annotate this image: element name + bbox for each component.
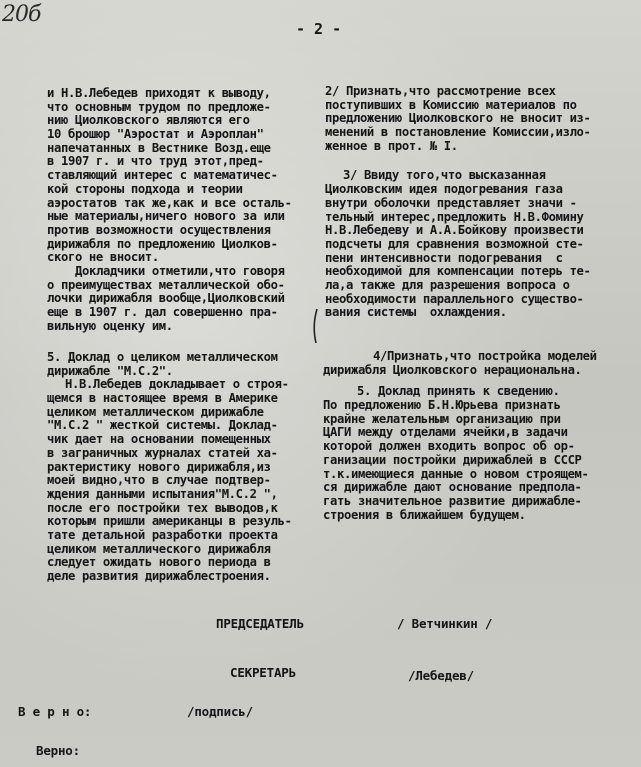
text-line: 4/Признать,что постройка моделей: [373, 349, 597, 363]
handwritten-page-number: 20б: [2, 2, 41, 27]
text-line: 5. Доклад о целиком металлическом: [47, 350, 278, 364]
right-column-resolutions: [325, 85, 625, 320]
text-line: целиком металлического дирижабля: [47, 541, 271, 556]
text-line: менений в постановление Комиссии,изло-: [325, 125, 591, 140]
secretary-name: /Лебедев/: [408, 668, 474, 683]
text-line: следует ожидать нового периода в: [47, 555, 271, 570]
paragraph: [325, 85, 625, 153]
text-line: строения в ближайшем будущем.: [323, 507, 526, 522]
text-line: 3/ Ввиду того,что высказанная: [343, 168, 546, 183]
text-line: По предложению Б.Н.Юрьева признать: [323, 398, 561, 413]
text-line: после его постройки тех выводов,к: [47, 500, 278, 515]
text-line: о преимуществах металлической обо-: [47, 277, 285, 292]
paragraph: [47, 378, 327, 583]
paragraph: [47, 87, 317, 265]
verno-label: В е р н о:: [18, 704, 92, 719]
text-line: дирижабля по предложению Циолков-: [47, 236, 278, 251]
paragraph: [325, 169, 625, 320]
paragraph: [47, 351, 327, 378]
text-line: вильную оценку им.: [47, 318, 173, 333]
text-line: ЦАГИ между отделами ячейки,в задачи: [323, 425, 568, 440]
text-line: Докладчики отметили,что говоря: [75, 263, 285, 278]
text-line: дирижабля Циолковского нерациональна.: [323, 362, 582, 377]
text-line: в 1907 г. и что труд этот,пред-: [47, 154, 264, 169]
text-line: 5. Доклад принять к сведению.: [357, 384, 560, 399]
text-line: ского не вносит.: [47, 250, 159, 265]
left-column-item-5-report: [47, 351, 327, 584]
text-line: ганизации постройки дирижаблей в СССР: [323, 452, 582, 467]
text-line: внутри оболочки представляет значи -: [325, 195, 577, 210]
text-line: т.к.имеющиеся данные о новом строящем-: [323, 466, 589, 481]
text-line: еще в 1907 г. дал совершенно пра-: [47, 305, 278, 319]
text-line: дирижабле "М.С.2".: [47, 363, 173, 378]
paragraph: [323, 350, 633, 377]
text-line: Н.В.Лебедеву и А.А.Бойкову произвести: [325, 223, 584, 238]
text-line: нию Циолковского являются его: [47, 113, 250, 128]
text-line: подсчеты для сравнения возможной сте-: [325, 236, 584, 251]
text-line: 2/ Признать,что рассмотрение всех: [325, 84, 556, 98]
text-line: пени интенсивности подогревания с: [325, 250, 563, 265]
text-line: ся дирижабле дают основание предпола-: [323, 480, 582, 495]
paragraph: [323, 399, 633, 522]
text-line: что основным трудом по предложе-: [47, 99, 271, 114]
paragraph: [323, 385, 633, 399]
text-line: тельный интерес,предложить Н.В.Фомину: [325, 209, 584, 224]
text-line: которой должен входить вопрос об ор-: [323, 439, 575, 454]
secretary-label: СЕКРЕТАРЬ: [230, 665, 296, 680]
chairman-label: ПРЕДСЕДАТЕЛЬ: [216, 616, 304, 631]
page-number: - 2 -: [296, 20, 342, 38]
text-line: целиком металлическом дирижабле: [47, 404, 264, 419]
text-line: рактеристику нового дирижабля,из: [47, 459, 271, 474]
text-line: крайне желательным организацию при: [323, 411, 561, 426]
text-line: предложению Циолковского не вносит из-: [325, 111, 591, 126]
text-line: гать значительное развитие дирижабле-: [323, 493, 582, 508]
verno-label-2: Верно:: [36, 743, 80, 758]
text-line: против возможности осуществления: [47, 222, 271, 237]
text-line: Циолковским идея подогревания газа: [325, 182, 563, 197]
text-line: лочки дирижабля вообще,Циолковский: [47, 291, 285, 306]
text-line: чик дает на основании помещенных: [47, 432, 271, 447]
paragraph: [47, 265, 317, 333]
text-line: в заграничных журналах статей ха-: [47, 445, 278, 460]
text-line: ные материалы,ничего нового за или: [47, 209, 285, 224]
chairman-name: / Ветчинкин /: [397, 616, 493, 631]
text-line: поступивших в Комиссию материалов по: [325, 97, 577, 112]
text-line: ла,а также для разрешения вопроса о: [325, 277, 570, 292]
text-line: женное в прот. № I.: [325, 138, 458, 153]
text-line: Н.В.Лебедев докладывает о строя-: [65, 377, 289, 392]
text-line: деле развития дирижаблестроения.: [47, 569, 271, 583]
text-line: ждения данными испытания"М.С.2 ",: [47, 486, 278, 501]
text-line: необходимой для компенсации потерь те-: [325, 264, 591, 279]
text-line: которым пришли американцы в резуль-: [47, 514, 292, 529]
text-line: и Н.В.Лебедев приходят к выводу,: [47, 86, 271, 100]
text-line: "М.С.2 " жесткой системы. Доклад-: [47, 418, 278, 433]
text-line: 10 брошюр "Аэростат и Аэроплан": [47, 127, 264, 142]
text-line: напечатанных в Вестнике Возд.еще: [47, 140, 271, 155]
text-line: аэростатов так же,как и все осталь-: [47, 195, 292, 210]
text-line: вания системы охлаждения.: [325, 305, 507, 320]
margin-bracket-mark: [310, 308, 320, 344]
right-column-resolutions-continued: [323, 350, 633, 522]
signature-placeholder: /подпись/: [187, 704, 253, 719]
text-line: щемся в настоящее время в Америке: [47, 391, 278, 406]
text-line: кой стороны подхода и теории: [47, 181, 243, 196]
text-line: ставляющий интерес с математичес-: [47, 168, 278, 183]
text-line: необходимости параллельного существо-: [325, 291, 584, 306]
text-line: моей видно,что в случае подтвер-: [47, 473, 271, 488]
text-line: тате детальной разработки проекта: [47, 527, 278, 542]
left-column-top: [47, 87, 317, 333]
